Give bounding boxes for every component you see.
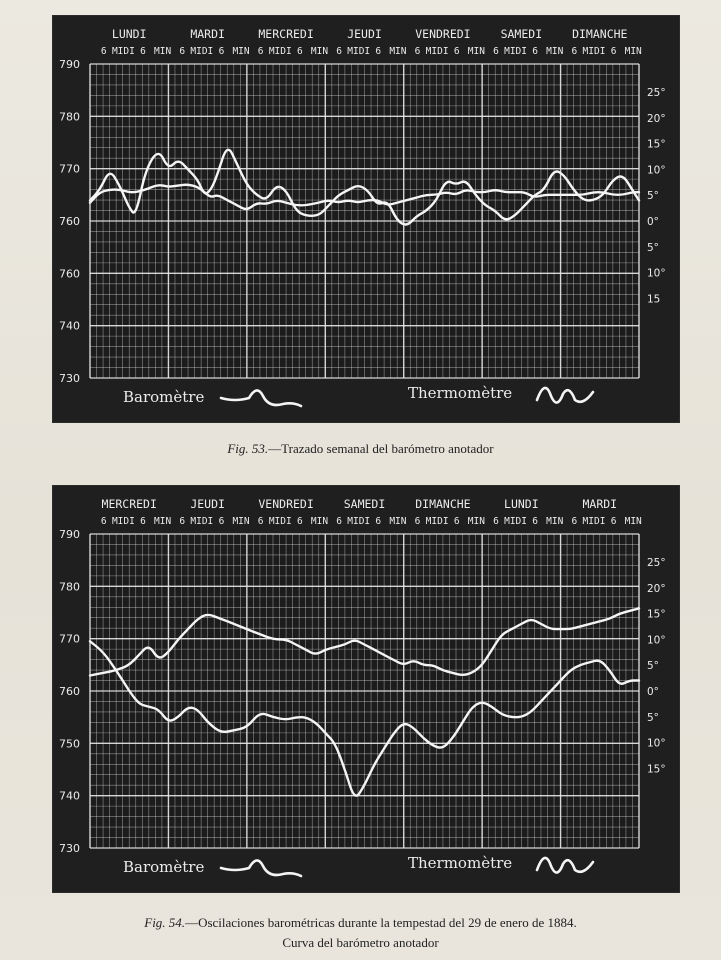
hour-label: 6: [257, 516, 264, 527]
hour-label: 6: [571, 46, 578, 57]
hour-label: 6: [179, 46, 186, 57]
caption-54-number: Fig. 54.: [144, 915, 186, 930]
legend-barometer-label: Baromètre: [123, 388, 205, 406]
hour-label: 6: [100, 516, 107, 527]
y-left-tick-label: 760: [59, 685, 80, 698]
day-label: SAMEDI: [343, 497, 386, 511]
hour-label: 6: [140, 46, 146, 57]
y-left-tick-label: 760: [59, 267, 80, 281]
y-right-tick-label: 15: [647, 293, 661, 306]
hour-label: MIN: [232, 516, 250, 527]
y-right-tick-label: 5°: [647, 190, 659, 203]
barometer-chart-54: [53, 486, 679, 892]
hour-label: 6: [375, 46, 382, 57]
hour-label: MIN: [624, 46, 642, 57]
y-left-tick-label: 770: [59, 162, 80, 176]
hour-label: 6: [571, 516, 578, 527]
caption-53-text: —Trazado semanal del barómetro anotador: [268, 441, 494, 456]
day-label: JEUDI: [347, 27, 382, 41]
day-label: MARDI: [582, 497, 618, 511]
y-right-tick-label: 10°: [647, 164, 666, 177]
hour-label: 6: [140, 516, 146, 527]
hour-label: 6: [453, 516, 460, 527]
caption-53-number: Fig. 53.: [227, 441, 269, 456]
hour-label: MIDI: [504, 516, 527, 527]
hour-label: 6: [336, 516, 342, 527]
hour-label: 6: [610, 46, 617, 57]
y-right-tick-label: 0°: [647, 686, 659, 698]
hour-label: MIN: [232, 46, 250, 57]
hour-label: 6: [218, 46, 225, 57]
y-right-tick-label: 25°: [647, 557, 666, 569]
day-label: LUNDI: [111, 27, 147, 41]
y-left-tick-label: 790: [59, 58, 80, 71]
day-label: MERCREDI: [258, 27, 314, 41]
y-left-tick-label: 740: [59, 789, 80, 803]
hour-label: 6: [218, 516, 225, 527]
hour-label: MIN: [467, 516, 485, 527]
y-right-tick-label: 20°: [647, 112, 666, 125]
y-left-tick-label: 750: [59, 737, 80, 751]
hour-label: MIDI: [347, 46, 371, 57]
y-left-tick-label: 770: [59, 632, 80, 646]
hour-label: MIN: [389, 516, 407, 527]
y-right-tick-label: 10°: [647, 267, 666, 280]
day-label: LUNDI: [504, 497, 539, 511]
hour-label: MIDI: [347, 516, 371, 527]
hour-label: 6: [610, 516, 617, 527]
hour-label: 6: [414, 516, 421, 527]
caption-54: [0, 915, 721, 931]
y-left-tick-label: 740: [59, 319, 80, 333]
hour-label: MIN: [154, 46, 172, 57]
hour-label: 6: [257, 46, 264, 57]
hour-label: MIDI: [504, 46, 527, 57]
hour-label: 6: [375, 516, 382, 527]
y-right-tick-label: 0°: [647, 216, 659, 228]
hour-label: 6: [297, 516, 303, 527]
hour-label: MIN: [624, 516, 642, 527]
barometer-chart-53: [53, 16, 679, 422]
hour-label: 6: [297, 46, 303, 57]
day-label: MARDI: [190, 27, 225, 41]
y-right-tick-label: 15°: [647, 763, 666, 776]
y-right-tick-label: 10°: [647, 737, 666, 750]
figure-53: [53, 16, 679, 422]
hour-label: MIDI: [425, 46, 449, 57]
legend-thermometer-label: Thermomètre: [408, 384, 513, 402]
y-right-tick-label: 25°: [647, 87, 666, 99]
hour-label: MIDI: [111, 516, 135, 527]
hour-label: MIN: [389, 46, 407, 57]
y-right-tick-label: 5°: [647, 660, 659, 673]
caption-53: [0, 441, 721, 457]
hour-label: MIN: [467, 46, 485, 57]
y-left-tick-label: 760: [59, 215, 80, 228]
day-label: MERCREDI: [101, 497, 157, 511]
y-left-tick-label: 790: [59, 528, 80, 541]
hour-label: 6: [453, 46, 460, 57]
hour-label: MIN: [546, 516, 564, 527]
caption-54-text: —Oscilaciones barométricas durante la tempestad del 29 de enero de 1884.: [185, 915, 577, 930]
hour-label: 6: [493, 516, 499, 527]
y-left-tick-label: 780: [59, 580, 80, 594]
y-left-tick-label: 730: [59, 372, 80, 385]
hour-label: 6: [336, 46, 342, 57]
hour-label: MIDI: [111, 46, 135, 57]
y-right-tick-label: 15°: [647, 608, 666, 621]
hour-label: MIDI: [425, 516, 449, 527]
y-left-tick-label: 730: [59, 842, 80, 855]
hour-label: MIDI: [190, 46, 214, 57]
hour-label: 6: [179, 516, 186, 527]
hour-label: MIN: [310, 46, 329, 57]
hour-label: MIDI: [582, 516, 606, 527]
hour-label: 6: [414, 46, 421, 57]
day-label: DIMANCHE: [415, 497, 471, 511]
day-label: DIMANCHE: [572, 27, 628, 41]
y-right-tick-label: 10°: [647, 634, 666, 647]
legend-barometer-label: Baromètre: [123, 858, 205, 876]
hour-label: 6: [493, 46, 499, 57]
y-right-tick-label: 5°: [647, 711, 659, 724]
day-label: VENDREDI: [258, 497, 314, 511]
hour-label: MIDI: [190, 516, 214, 527]
caption-54-line2: Curva del barómetro anotador: [282, 935, 439, 950]
figure-54: [53, 486, 679, 892]
hour-label: MIDI: [582, 46, 606, 57]
hour-label: 6: [100, 46, 107, 57]
day-label: SAMEDI: [500, 27, 543, 41]
legend-thermometer-label: Thermomètre: [408, 854, 513, 872]
hour-label: MIDI: [268, 516, 292, 527]
y-right-tick-label: 15°: [647, 138, 666, 151]
day-label: VENDREDI: [415, 27, 471, 41]
hour-label: MIN: [546, 46, 564, 57]
hour-label: 6: [532, 46, 539, 57]
day-label: JEUDI: [190, 497, 225, 511]
hour-label: MIN: [310, 516, 329, 527]
hour-label: MIN: [154, 516, 172, 527]
y-left-tick-label: 780: [59, 110, 80, 124]
hour-label: 6: [532, 516, 539, 527]
hour-label: MIDI: [268, 46, 292, 57]
y-right-tick-label: 20°: [647, 582, 666, 595]
y-right-tick-label: 5°: [647, 241, 659, 254]
